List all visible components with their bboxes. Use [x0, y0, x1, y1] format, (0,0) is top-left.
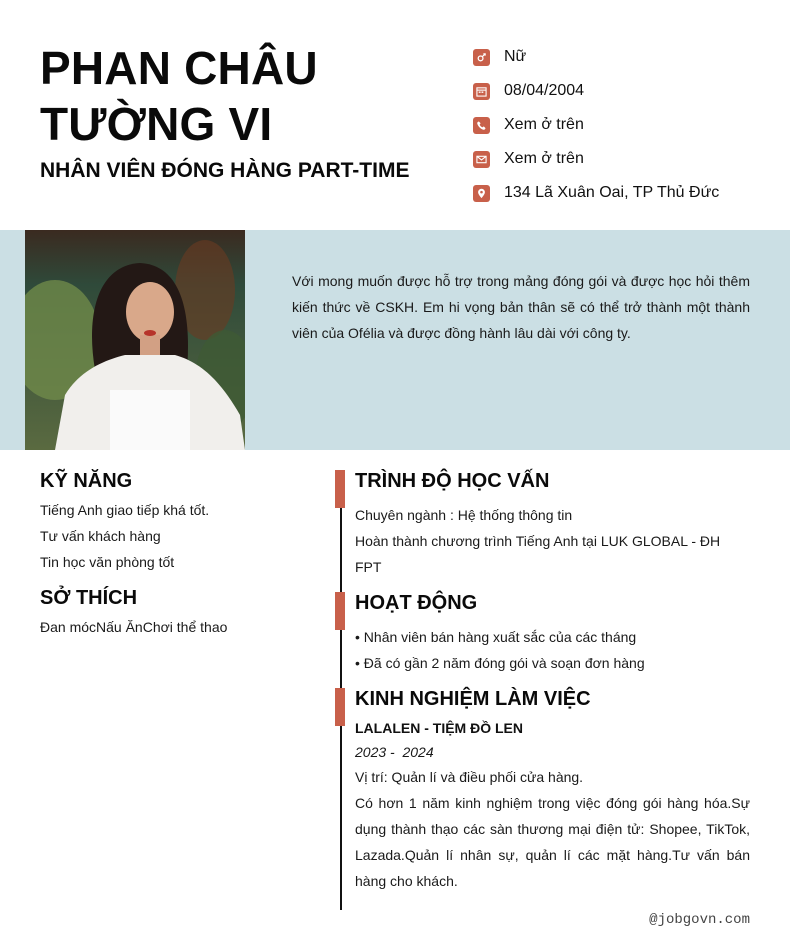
skills-title: KỸ NĂNG: [40, 470, 133, 492]
skill-item: Tin học văn phòng tốt: [40, 554, 175, 570]
contact-text: Nữ: [504, 48, 527, 65]
contact-email: [473, 142, 719, 176]
career-objective: Với mong muốn được hỗ trợ trong mảng đóng gói và được học hỏi thêm kiến thức về CSKH. Em hi vọng bản thân sẽ có thể trở thành một thành viên của Ofélia và được đồng hành lâu dài với công ty.: [292, 273, 750, 341]
activities-title: HOẠT ĐỘNG: [355, 592, 478, 614]
skill-item: Tiếng Anh giao tiếp khá tốt.: [40, 502, 210, 518]
job-description: Có hơn 1 năm kinh nghiệm trong việc đóng gói hàng hóa.Sự dụng thành thạo các sàn thương mại điện tử: Shopee, TikTok, Lazada.Quản lí nhân sự, quản lí các mặt hàng.Tư vấn bán hàng cho khách.: [355, 795, 750, 889]
hobbies-section: [40, 585, 310, 640]
contact-birthday: [473, 74, 719, 108]
cv-header: [0, 0, 790, 230]
email-icon: [473, 151, 490, 168]
location-icon: [473, 185, 490, 202]
hobbies-title: SỞ THÍCH: [40, 587, 138, 609]
gender-icon: [473, 49, 490, 66]
contact-list: [473, 40, 719, 210]
job-company: LALALEN - TIỆM ĐỒ LEN: [355, 720, 523, 736]
calendar-icon: [473, 83, 490, 100]
contact-text: 08/04/2004: [504, 82, 585, 99]
skills-section: [40, 468, 310, 575]
job-position: Vị trí: Quản lí và điều phối cửa hàng.: [355, 769, 584, 785]
profile-band: [0, 230, 790, 450]
contact-phone: [473, 108, 719, 142]
experience-title: KINH NGHIỆM LÀM VIỆC: [355, 688, 591, 710]
education-section: [355, 468, 750, 580]
activities-section: [355, 590, 750, 676]
candidate-name: [40, 40, 440, 152]
job-title: NHÂN VIÊN ĐÓNG HÀNG PART-TIME: [40, 159, 410, 182]
job-dates: 2023 - 2024: [355, 744, 434, 760]
contact-address: [473, 176, 719, 210]
activity-item: • Đã có gần 2 năm đóng gói và soạn đơn hàng: [355, 655, 645, 671]
name-line-2: TƯỜNG VI: [40, 98, 273, 150]
education-item: Chuyên ngành : Hệ thống thông tin: [355, 507, 573, 523]
section-accent-bar: [335, 688, 345, 726]
phone-icon: [473, 117, 490, 134]
skill-item: Tư vấn khách hàng: [40, 528, 161, 544]
left-column: [40, 468, 310, 640]
section-accent-bar: [335, 592, 345, 630]
hobbies-text: Đan mócNấu ĂnChơi thể thao: [40, 619, 228, 635]
job-entry: [355, 716, 750, 894]
profile-photo: [25, 230, 245, 450]
contact-text: Xem ở trên: [504, 116, 584, 133]
education-title: TRÌNH ĐỘ HỌC VẤN: [355, 470, 550, 492]
education-item: Hoàn thành chương trình Tiếng Anh tại LUK GLOBAL - ĐH FPT: [355, 533, 721, 575]
name-line-1: PHAN CHÂU: [40, 42, 318, 94]
right-column: [355, 468, 750, 894]
footer-watermark: @jobgovn.com: [649, 912, 750, 928]
section-accent-bar: [335, 470, 345, 508]
contact-gender: [473, 40, 719, 74]
contact-text: Xem ở trên: [504, 150, 584, 167]
activity-item: • Nhân viên bán hàng xuất sắc của các tháng: [355, 629, 637, 645]
experience-section: [355, 686, 750, 894]
contact-text: 134 Lã Xuân Oai, TP Thủ Đức: [504, 184, 720, 201]
